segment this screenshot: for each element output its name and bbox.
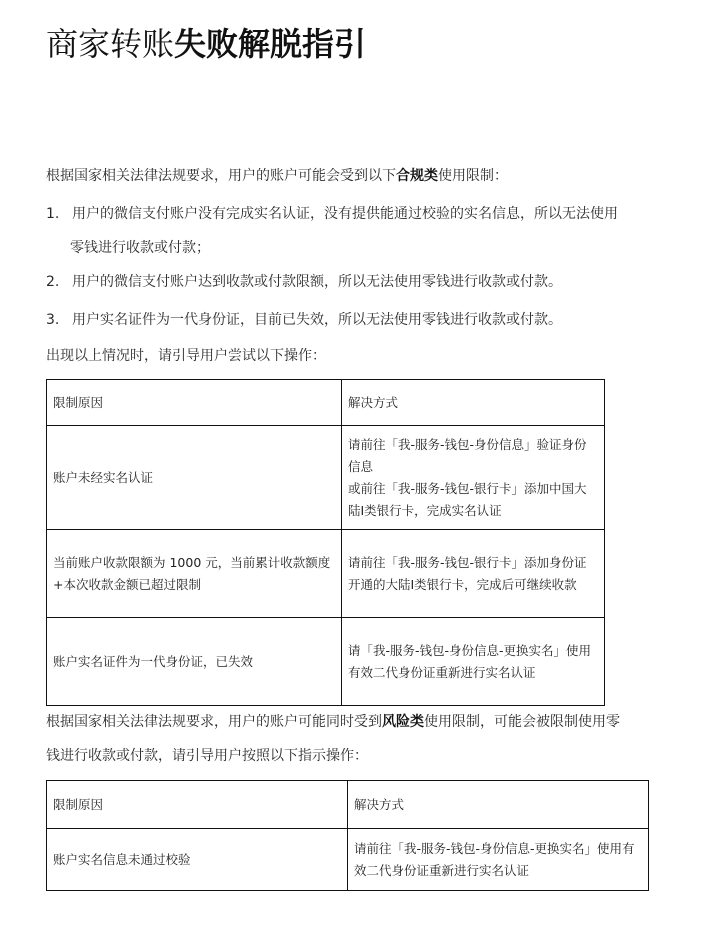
list-number: 1.	[46, 206, 60, 222]
cell-line: 陆I类银行卡，完成实名认证	[348, 502, 502, 518]
reason-cell	[47, 618, 342, 706]
risk-intro-line2: 钱进行收款或付款，请引导用户按照以下指示操作：	[46, 748, 368, 764]
list-text: 用户的微信支付账户达到收款或付款限额，所以无法使用零钱进行收款或付款。	[72, 274, 562, 290]
header-cell: 解决方式	[348, 781, 649, 829]
risk-table	[46, 780, 649, 891]
intro2-after: 使用限制，可能会被限制使用零	[424, 714, 620, 730]
prompt-text: 出现以上情况时，请引导用户尝试以下操作：	[46, 348, 326, 364]
solution-cell	[342, 618, 605, 706]
header-cell: 限制原因	[47, 380, 342, 426]
cell-line: 开通的大陆I类银行卡，完成后可继续收款	[348, 576, 577, 592]
cell-line: 请「我-服务-钱包-身份信息-更换实名」使用	[348, 642, 592, 658]
reason-cell	[47, 530, 342, 618]
solution-cell	[342, 426, 605, 530]
reason-cell	[47, 426, 342, 530]
cell-line: +本次收款金额已超过限制	[53, 576, 201, 592]
cell-line: 效二代身份证重新进行实名认证	[354, 862, 530, 878]
list-item	[46, 310, 562, 330]
page-title	[46, 24, 366, 64]
intro1-bold: 合规类	[396, 168, 438, 184]
cell-line: 账户未经实名认证	[53, 469, 154, 485]
table-row	[47, 530, 605, 618]
cell-line: 账户实名证件为一代身份证，已失效	[53, 653, 254, 669]
cell-line: 或前往「我-服务-钱包-银行卡」添加中国大	[348, 480, 587, 496]
cell-line: 请前往「我-服务-钱包-身份信息-更换实名」使用有	[354, 840, 635, 856]
cell-line: 请前往「我-服务-钱包-身份信息」验证身份	[348, 436, 587, 452]
header-cell: 限制原因	[47, 781, 348, 829]
compliance-intro	[46, 166, 508, 186]
list-item	[46, 272, 562, 292]
cell-line: 账户实名信息未通过校验	[53, 851, 191, 867]
list-number: 2.	[46, 274, 60, 290]
table-row	[47, 618, 605, 706]
list-text: 用户实名证件为一代身份证，目前已失效，所以无法使用零钱进行收款或付款。	[72, 312, 562, 328]
cell-line: 有效二代身份证重新进行实名认证	[348, 664, 536, 680]
table-header-row	[47, 781, 649, 829]
table-header-row	[47, 380, 605, 426]
list-item	[46, 204, 618, 256]
list-text: 用户的微信支付账户没有完成实名认证，没有提供能通过校验的实名信息，所以无法使用	[72, 206, 618, 222]
title-bold: 失败解脱指引	[174, 25, 367, 63]
intro1-after: 使用限制：	[438, 168, 508, 184]
intro1-text: 根据国家相关法律法规要求，用户的账户可能会受到以下	[46, 168, 396, 184]
reason-cell	[47, 829, 348, 891]
cell-line: 请前往「我-服务-钱包-银行卡」添加身份证	[348, 554, 587, 570]
header-cell: 解决方式	[342, 380, 605, 426]
list-number: 3.	[46, 312, 60, 328]
compliance-table	[46, 379, 605, 706]
risk-intro	[46, 712, 620, 732]
cell-line: 当前账户收款限额为 1000 元，当前累计收款额度	[53, 554, 331, 570]
intro2-text: 根据国家相关法律法规要求，用户的账户可能同时受到	[46, 714, 382, 730]
intro2-bold: 风险类	[382, 714, 424, 730]
cell-line: 信息	[348, 458, 374, 474]
solution-cell	[342, 530, 605, 618]
solution-cell	[348, 829, 649, 891]
list-text-continued: 零钱进行收款或付款；	[70, 240, 210, 256]
table-row	[47, 829, 649, 891]
table-row	[47, 426, 605, 530]
title-normal: 商家转账	[46, 25, 175, 63]
